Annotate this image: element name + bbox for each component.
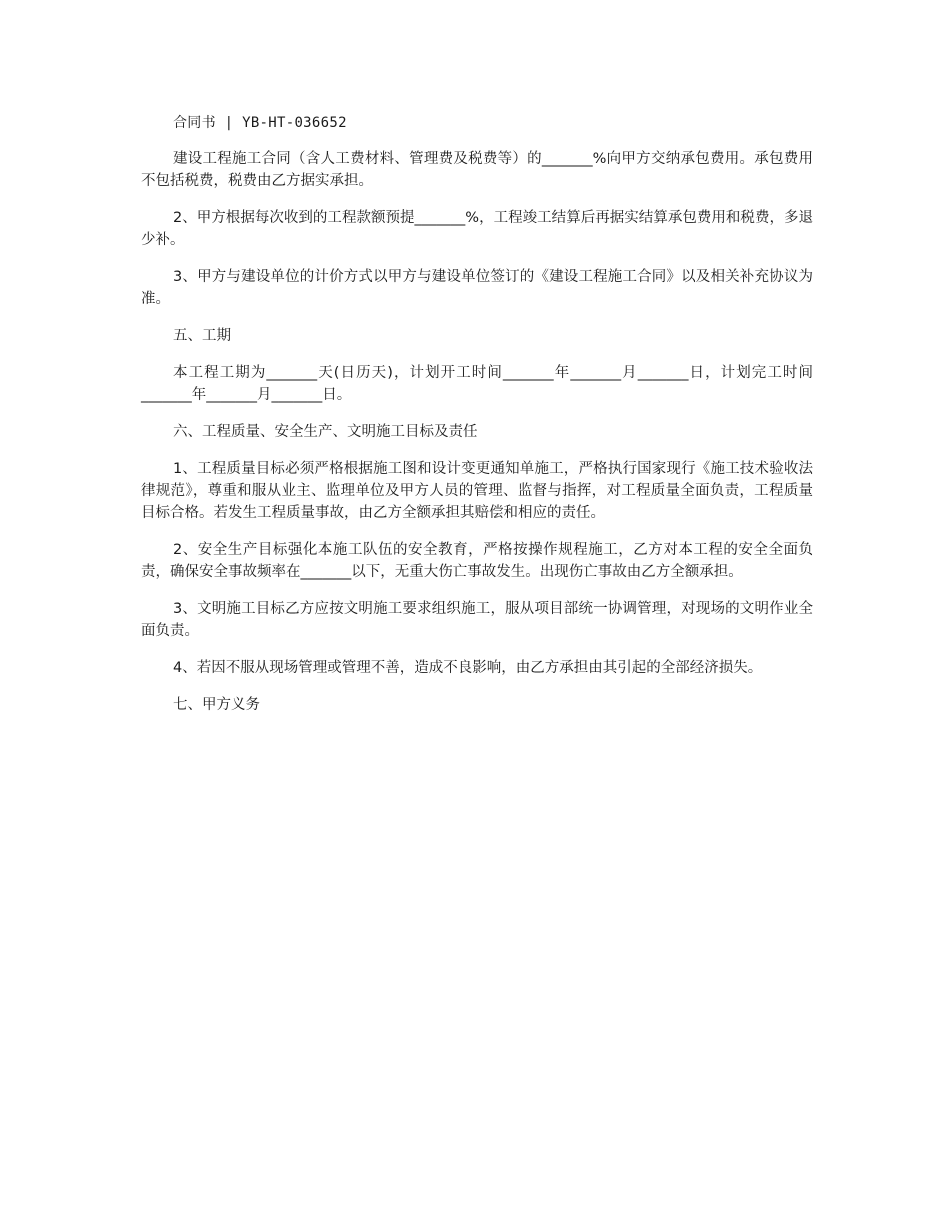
section-heading-party-a-obligations: 七、甲方义务 <box>173 697 260 713</box>
document-page <box>141 112 813 731</box>
document-header: 合同书 | YB-HT-036652 <box>173 115 347 131</box>
schedule-paragraph: 本工程工期为_______天(日历天)，计划开工时间_______年_______月_______日，计划完工时间_______年_______月_______日。 <box>141 365 813 403</box>
quality-goal-paragraph: 1、工程质量目标必须严格根据施工图和设计变更通知单施工，严格执行国家现行《施工技术验收法律规范》，尊重和服从业主、监理单位及甲方人员的管理、监督与指挥，对工程质量全面负责，工程质量目标合格。若发生工程质量事故，由乙方全额承担其赔偿和相应的责任。 <box>141 461 813 521</box>
management-liability-paragraph: 4、若因不服从现场管理或管理不善，造成不良影响，由乙方承担由其引起的全部经济损失。 <box>173 660 763 676</box>
withholding-paragraph: 2、甲方根据每次收到的工程款额预提_______%，工程竣工结算后再据实结算承包费用和税费，多退少补。 <box>141 210 813 248</box>
civilized-construction-paragraph: 3、文明施工目标乙方应按文明施工要求组织施工，服从项目部统一协调管理，对现场的文明作业全面负责。 <box>141 601 813 639</box>
fee-ratio-paragraph: 建设工程施工合同（含人工费材料、管理费及税费等）的_______%向甲方交纳承包费用。承包费用不包括税费，税费由乙方据实承担。 <box>141 151 813 189</box>
safety-goal-paragraph: 2、安全生产目标强化本施工队伍的安全教育，严格按操作规程施工，乙方对本工程的安全全面负责，确保安全事故频率在_______以下，无重大伤亡事故发生。出现伤亡事故由乙方全额承担。 <box>141 542 813 580</box>
section-heading-quality-safety: 六、工程质量、安全生产、文明施工目标及责任 <box>173 424 478 440</box>
pricing-method-paragraph: 3、甲方与建设单位的计价方式以甲方与建设单位签订的《建设工程施工合同》以及相关补充协议为准。 <box>141 269 813 307</box>
section-heading-schedule: 五、工期 <box>173 328 231 344</box>
